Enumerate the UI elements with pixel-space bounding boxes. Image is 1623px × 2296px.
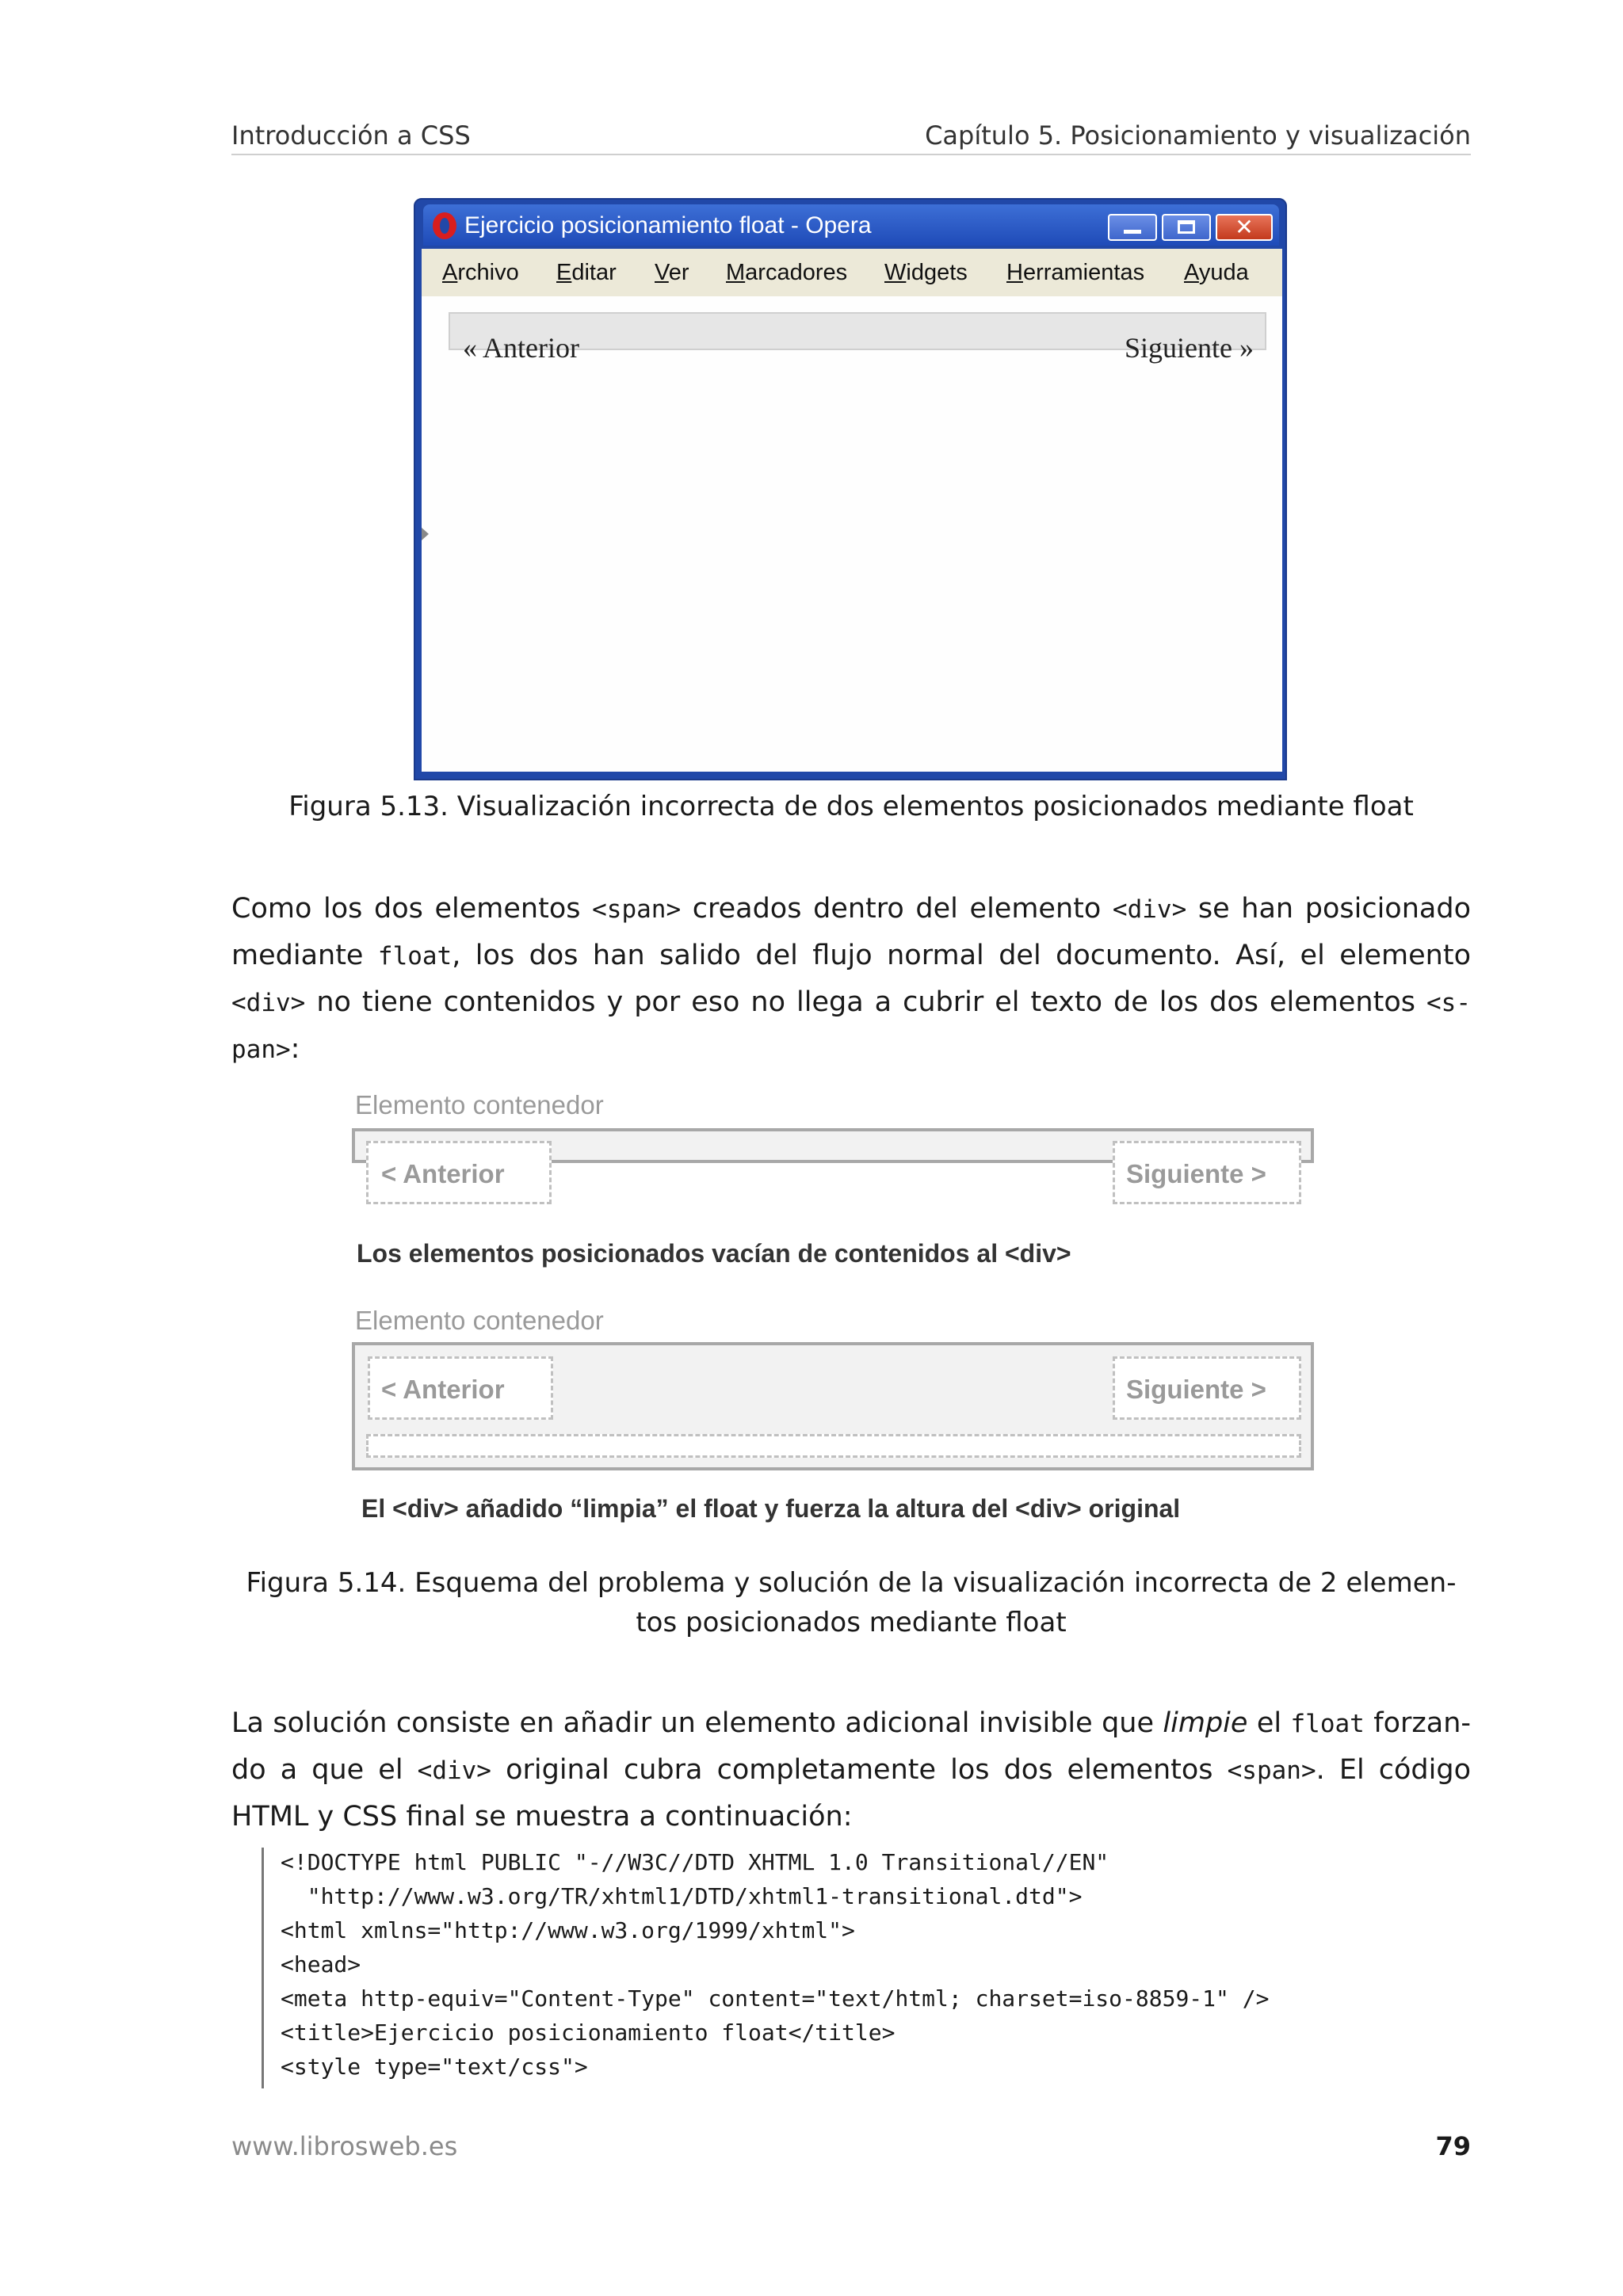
- menu-herramientas[interactable]: Herramientas: [1006, 260, 1145, 285]
- diagram-1-siguiente-box: Siguiente >: [1113, 1141, 1301, 1204]
- code-line: <meta http-equiv="Content-Type" content="text/html; charset=iso-8859-1" />: [281, 1985, 1270, 2012]
- figure-5-13-caption: Figura 5.13. Visualización incorrecta de dos elementos posicionados mediante float: [288, 791, 1414, 822]
- minimize-button[interactable]: [1108, 214, 1157, 241]
- close-button[interactable]: [1216, 214, 1273, 241]
- menu-bar: [422, 249, 1282, 296]
- paragraph-2: [231, 1700, 1471, 1840]
- diagram-1-caption: Los elementos posicionados vacían de contenidos al <div>: [357, 1239, 1071, 1268]
- menu-ayuda[interactable]: Ayuda: [1184, 260, 1249, 285]
- diagram-2-anterior-box: < Anterior: [368, 1356, 553, 1420]
- footer-site: www.librosweb.es: [231, 2131, 458, 2161]
- paragraph-1-line-3: <div> no tiene contenidos y por eso no llega a cubrir el texto de los dos elementos <s-: [231, 986, 1471, 1018]
- running-header-chapter-title: Capítulo 5. Posicionamiento y visualización: [925, 120, 1471, 151]
- diagram-2-siguiente-box: Siguiente >: [1113, 1356, 1301, 1420]
- paragraph-1-line-2: mediante float, los dos han salido del flujo normal del documento. Así, el elemento: [231, 940, 1471, 971]
- paragraph-1: [231, 886, 1471, 1073]
- diagram-1-container-label: Elemento contenedor: [355, 1090, 604, 1119]
- code-line: <title>Ejercicio posicionamiento float</title>: [281, 2019, 896, 2046]
- code-line: <!DOCTYPE html PUBLIC "-//W3C//DTD XHTML 1.0 Transitional//EN": [281, 1849, 1109, 1875]
- code-line: <head>: [281, 1951, 361, 1978]
- paragraph-1-line-4: pan>:: [231, 1033, 300, 1065]
- menu-archivo[interactable]: Archivo: [442, 260, 519, 285]
- diagram-1-anterior-box: < Anterior: [366, 1141, 552, 1204]
- header-divider: [231, 154, 1471, 155]
- opera-logo-icon: [433, 212, 456, 239]
- close-icon: ✕: [1235, 214, 1254, 240]
- page-viewport: [422, 296, 1282, 772]
- diagram-2-caption: El <div> añadido “limpia” el float y fuerza la altura del <div> original: [361, 1494, 1181, 1523]
- window-title-bar: [423, 204, 1279, 246]
- figure-5-14-caption-line-1: Figura 5.14. Esquema del problema y solución de la visualización incorrecta de 2 elemen-: [246, 1567, 1457, 1599]
- paragraph-2-line-2: do a que el <div> original cubra completamente los dos elementos <span>. El código: [231, 1754, 1471, 1786]
- window-title: Ejercicio posicionamiento float - Opera: [464, 212, 872, 238]
- menu-widgets[interactable]: Widgets: [884, 260, 968, 285]
- paragraph-2-line-1: La solución consiste en añadir un elemento adicional invisible que limpie el float forzan-: [231, 1707, 1471, 1739]
- code-block-rule: [262, 1848, 264, 2088]
- next-link[interactable]: Siguiente »: [1125, 332, 1254, 364]
- previous-link[interactable]: « Anterior: [463, 332, 579, 364]
- code-line: <style type="text/css">: [281, 2054, 588, 2080]
- diagram-2-container-label: Elemento contenedor: [355, 1306, 604, 1335]
- menu-editar[interactable]: Editar: [556, 260, 617, 285]
- running-header-book-title: Introducción a CSS: [231, 120, 471, 151]
- side-panel-arrow-icon[interactable]: [422, 528, 429, 540]
- menu-ver[interactable]: Ver: [655, 260, 689, 285]
- paragraph-2-line-3: HTML y CSS final se muestra a continuación:: [231, 1801, 853, 1833]
- maximize-icon: [1178, 220, 1195, 234]
- page-number: 79: [1435, 2131, 1471, 2161]
- menu-marcadores[interactable]: Marcadores: [726, 260, 848, 285]
- opera-browser-window: [414, 198, 1287, 780]
- diagram-2-clearing-div-box: [366, 1434, 1301, 1458]
- maximize-button[interactable]: [1162, 214, 1211, 241]
- code-line: "http://www.w3.org/TR/xhtml1/DTD/xhtml1-transitional.dtd">: [281, 1883, 1083, 1909]
- code-line: <html xmlns="http://www.w3.org/1999/xhtml">: [281, 1917, 855, 1943]
- figure-5-14-caption-line-2: tos posicionados mediante float: [636, 1607, 1067, 1638]
- minimize-icon: [1124, 230, 1141, 234]
- paragraph-1-line-1: Como los dos elementos <span> creados dentro del elemento <div> se han posicionado: [231, 893, 1471, 925]
